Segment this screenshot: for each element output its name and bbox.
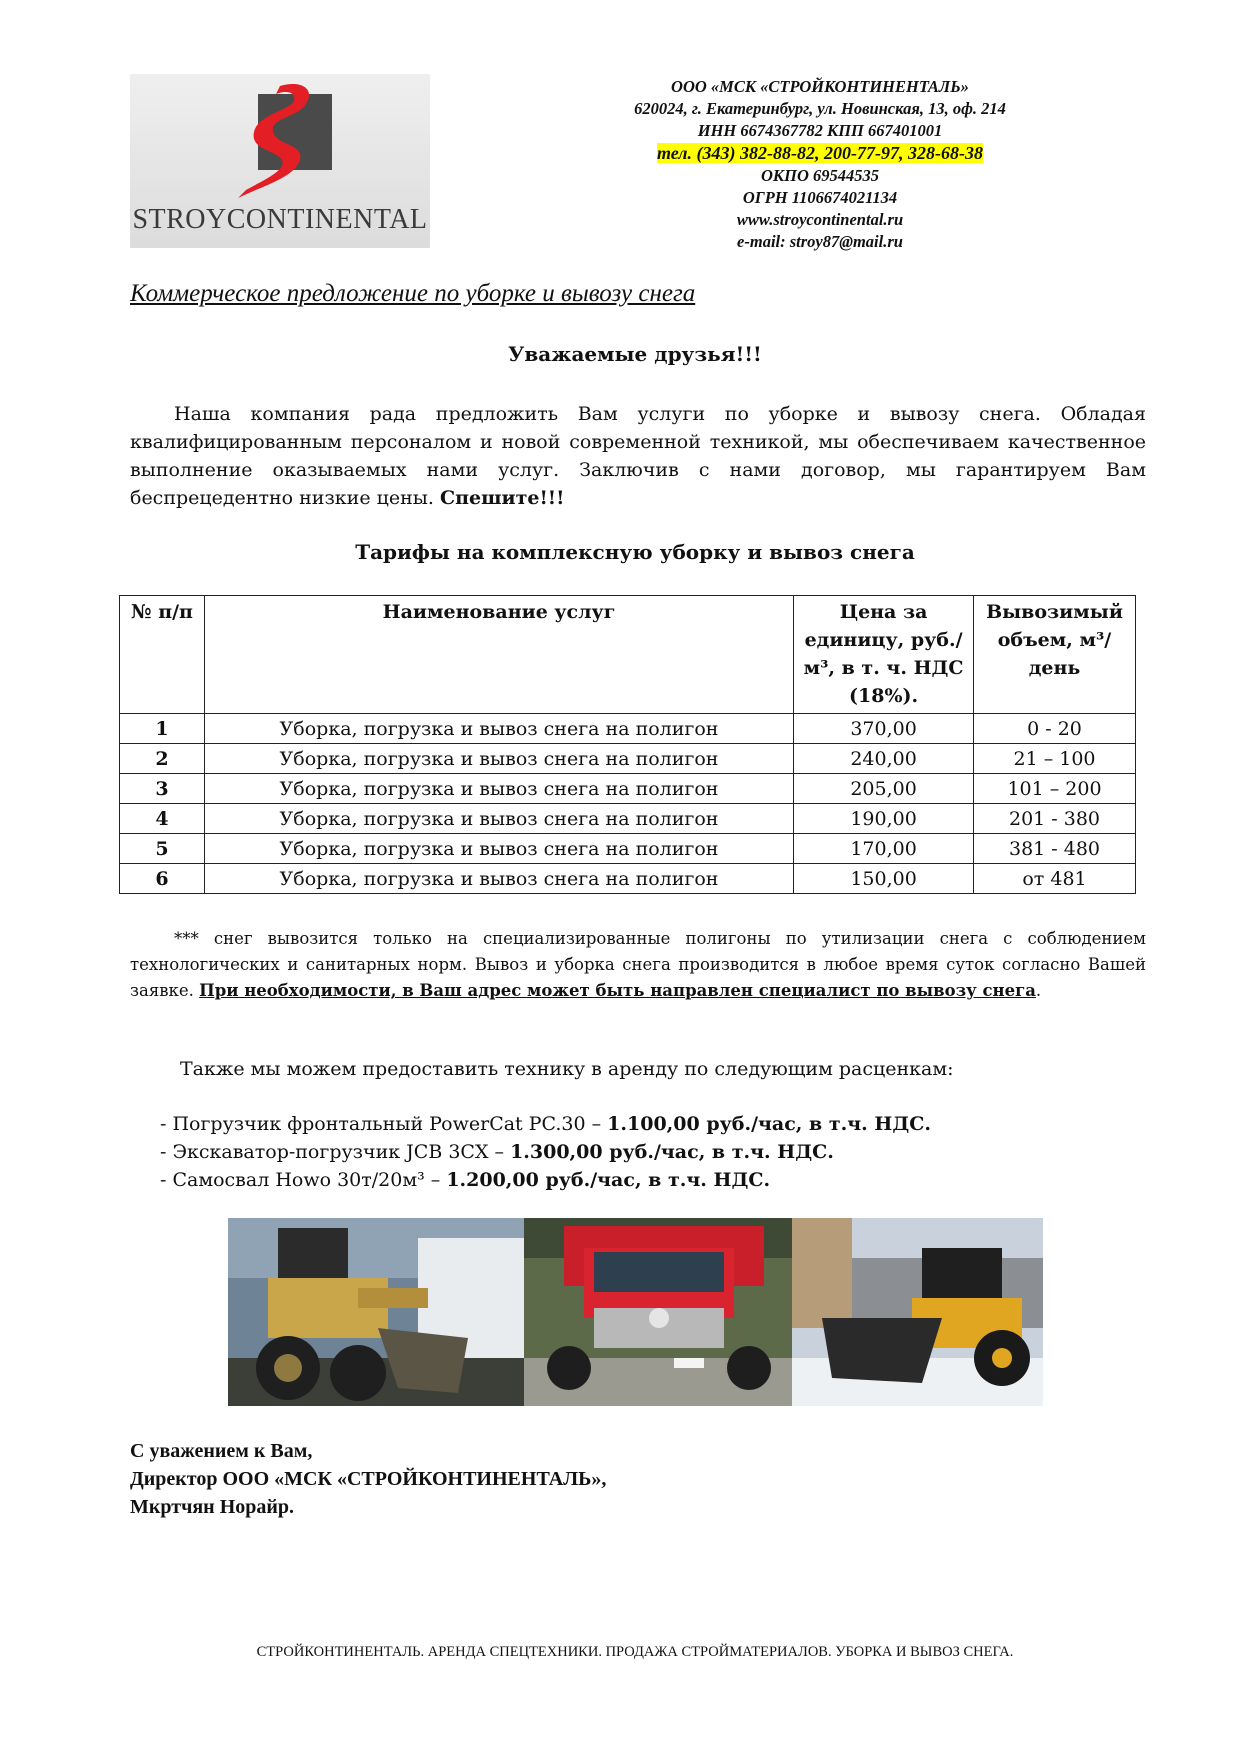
company-name: ООО «МСК «СТРОЙКОНТИНЕНТАЛЬ»	[671, 77, 969, 96]
cell-num: 6	[120, 864, 205, 894]
company-address: 620024, г. Екатеринбург, ул. Новинская, 13, оф. 214	[634, 99, 1006, 118]
intro-emphasis: Спешите!!!	[439, 487, 565, 509]
cell-num: 2	[120, 744, 205, 774]
company-ogrn: ОГРН 1106674021134	[742, 188, 898, 207]
rent-item-name: - Экскаватор-погрузчик JCB 3CX –	[160, 1141, 511, 1163]
cell-num: 4	[120, 804, 205, 834]
note-paragraph	[130, 926, 1146, 1004]
cell-volume: 381 - 480	[974, 834, 1136, 864]
cell-volume: 101 – 200	[974, 774, 1136, 804]
note-underlined: При необходимости, в Ваш адрес может быть направлен специалист по вывозу снега	[199, 981, 1036, 1000]
rent-list	[160, 1110, 931, 1194]
phone-label: тел.	[657, 143, 693, 163]
company-inn: ИНН 6674367782 КПП 667401001	[697, 121, 943, 140]
header-service: Наименование услуг	[204, 596, 793, 714]
company-okpo: ОКПО 69544535	[761, 166, 879, 185]
intro-text: Наша компания рада предложить Вам услуги по уборке и вывозу снега. Обладая квалифицированным персоналом и новой современной техникой, мы обеспечиваем качественное выполнение оказываемых нами услуг. Заключив с нами договор, мы гарантируем Вам беспрецедентно низкие цены.	[130, 403, 1146, 509]
intro-paragraph	[130, 400, 1146, 512]
cell-volume: 201 - 380	[974, 804, 1136, 834]
header-price: Цена за единицу, руб./м³, в т. ч. НДС (18%).	[794, 596, 974, 714]
cell-service: Уборка, погрузка и вывоз снега на полигон	[204, 714, 793, 744]
cell-num: 5	[120, 834, 205, 864]
rent-item-name: - Самосвал Howo 30т/20м³ –	[160, 1169, 447, 1191]
cell-service: Уборка, погрузка и вывоз снега на полигон	[204, 744, 793, 774]
table-row	[120, 744, 1136, 774]
company-email[interactable]: e-mail: stroy87@mail.ru	[737, 232, 903, 251]
signature-line-2: Директор ООО «МСК «СТРОЙКОНТИНЕНТАЛЬ»,	[130, 1468, 607, 1490]
signature-line-3: Мкртчян Норайр.	[130, 1496, 295, 1518]
equipment-photos	[228, 1218, 1043, 1406]
rent-item-price: 1.300,00 руб./час, в т.ч. НДС.	[510, 1141, 834, 1163]
cell-service: Уборка, погрузка и вывоз снега на полигон	[204, 804, 793, 834]
table-row	[120, 714, 1136, 744]
company-phone	[560, 142, 1080, 165]
cell-service: Уборка, погрузка и вывоз снега на полигон	[204, 774, 793, 804]
cell-num: 3	[120, 774, 205, 804]
rent-intro: Также мы можем предоставить технику в аренду по следующим расценкам:	[180, 1058, 954, 1080]
rent-item-price: 1.100,00 руб./час, в т.ч. НДС.	[607, 1113, 931, 1135]
company-logo	[130, 74, 430, 248]
table-row	[120, 864, 1136, 894]
greeting: Уважаемые друзья!!!	[508, 342, 762, 366]
rent-item	[160, 1166, 931, 1194]
cell-price: 205,00	[794, 774, 974, 804]
footer-text: СТРОЙКОНТИНЕНТАЛЬ. АРЕНДА СПЕЦТЕХНИКИ. ПРОДАЖА СТРОЙМАТЕРИАЛОВ. УБОРКА И ВЫВОЗ СНЕГА.	[256, 1644, 1014, 1660]
header-volume: Вывозимый объем, м³/день	[974, 596, 1136, 714]
company-details	[560, 76, 1080, 253]
logo-text: STROYCONTINENTAL	[132, 204, 428, 235]
note-end: .	[1035, 981, 1042, 1000]
cell-service: Уборка, погрузка и вывоз снега на полигон	[204, 864, 793, 894]
tariffs-heading: Тарифы на комплексную уборку и вывоз снега	[355, 540, 915, 564]
rent-item-name: - Погрузчик фронтальный PowerCat PC.30 –	[160, 1113, 608, 1135]
rent-item	[160, 1110, 931, 1138]
note-text: *** снег вывозится только на специализированные полигоны по утилизации снега с соблюдением технологических и санитарных норм. Вывоз и уборка снега производится в любое время суток согласно Вашей заявке.	[130, 929, 1146, 1000]
red-dump-truck-photo	[524, 1218, 792, 1406]
rent-item-price: 1.200,00 руб./час, в т.ч. НДС.	[446, 1169, 771, 1191]
rent-item	[160, 1138, 931, 1166]
signature-line-1: С уважением к Вам,	[130, 1440, 313, 1462]
backhoe-loader-photo	[792, 1218, 1043, 1406]
table-header-row	[120, 596, 1136, 714]
table-row	[120, 804, 1136, 834]
cell-price: 190,00	[794, 804, 974, 834]
document-title: Коммерческое предложение по уборке и вывозу снега	[130, 280, 696, 307]
phone-numbers: (343) 382-88-82, 200-77-97, 328-68-38	[696, 143, 983, 163]
signature-block	[130, 1437, 606, 1521]
company-website[interactable]: www.stroycontinental.ru	[736, 210, 904, 229]
header-num: № п/п	[120, 596, 205, 714]
tariff-table	[119, 595, 1136, 894]
cell-price: 370,00	[794, 714, 974, 744]
cell-volume: от 481	[974, 864, 1136, 894]
cell-volume: 0 - 20	[974, 714, 1136, 744]
cell-price: 150,00	[794, 864, 974, 894]
table-row	[120, 774, 1136, 804]
cell-price: 170,00	[794, 834, 974, 864]
table-row	[120, 834, 1136, 864]
cell-num: 1	[120, 714, 205, 744]
cell-price: 240,00	[794, 744, 974, 774]
front-loader-photo	[228, 1218, 524, 1406]
cell-service: Уборка, погрузка и вывоз снега на полигон	[204, 834, 793, 864]
cell-volume: 21 – 100	[974, 744, 1136, 774]
